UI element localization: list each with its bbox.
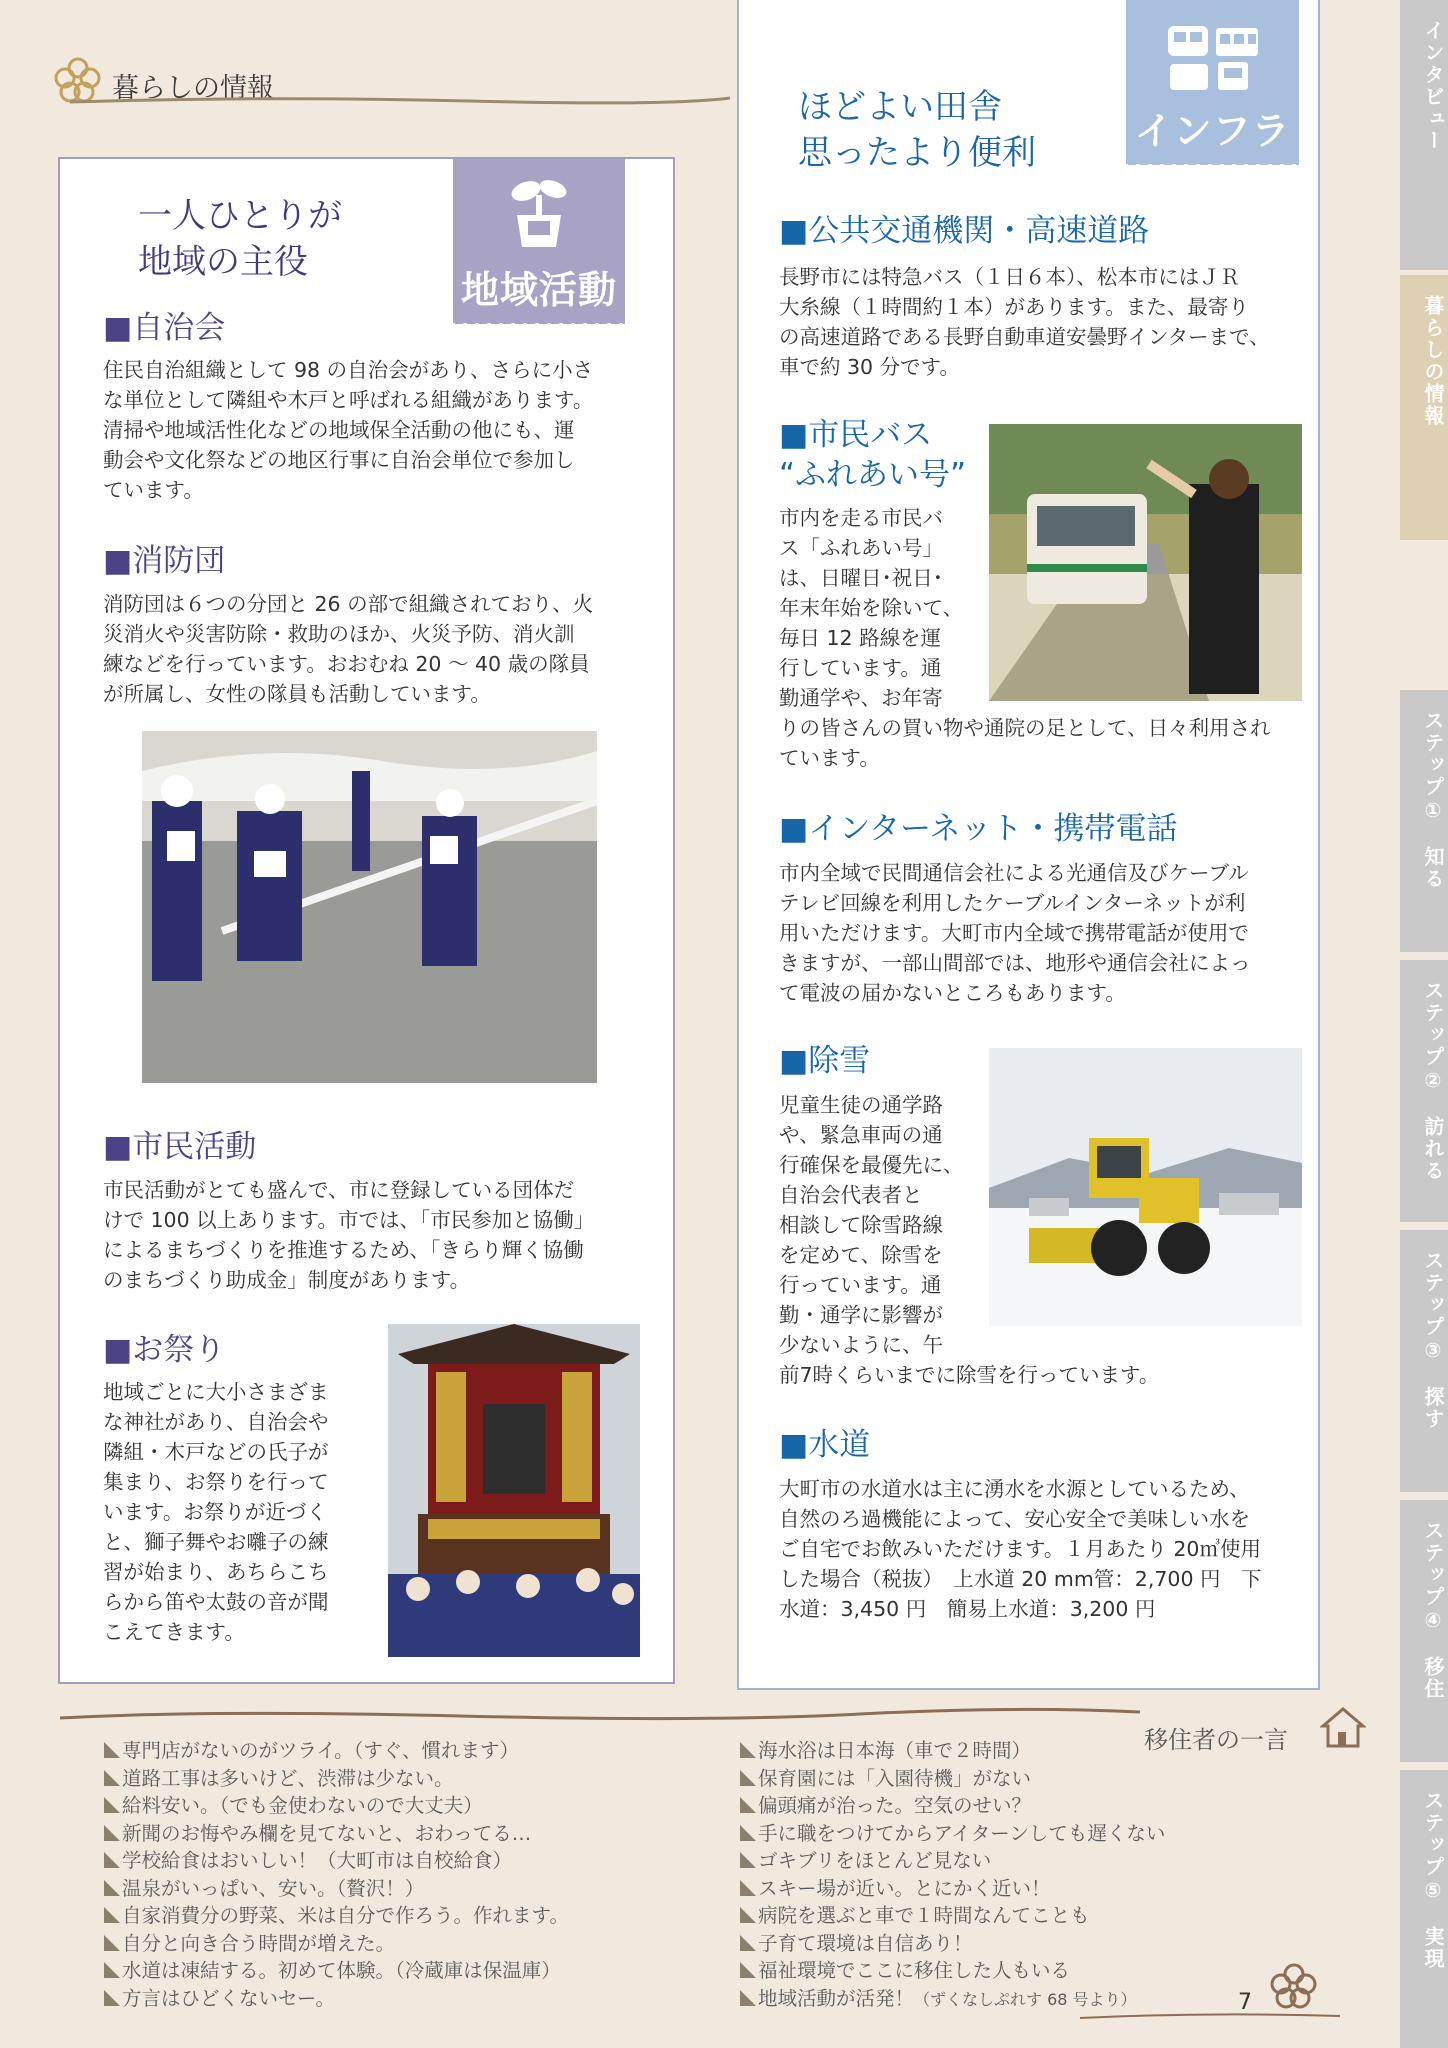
triangle-bullet-icon xyxy=(104,1962,120,1978)
snowplow-photo xyxy=(989,1048,1302,1326)
section-heading-festival: ■お祭り xyxy=(103,1332,226,1368)
lead-line: 地域の主役 xyxy=(138,242,308,282)
comment-item: 手に職をつけてからアイターンしても遅くない xyxy=(740,1820,1165,1848)
lead-line: 一人ひとりが xyxy=(138,196,342,236)
triangle-bullet-icon xyxy=(104,1990,120,2006)
fire-brigade-photo xyxy=(142,731,597,1083)
section-heading-citizen-bus xyxy=(779,415,966,495)
comment-item: 偏頭痛が治った。空気のせい？ xyxy=(740,1792,1165,1820)
lead-line: ほどよい田舎 xyxy=(798,87,1002,127)
comment-item: 方言はひどくないセー。 xyxy=(104,1985,569,2013)
comment-item: ゴキブリをほとんど見ない xyxy=(740,1847,1165,1875)
section-heading-civic: ■市民活動 xyxy=(103,1129,257,1165)
triangle-bullet-icon xyxy=(104,1825,120,1841)
triangle-bullet-icon xyxy=(740,1907,756,1923)
triangle-bullet-icon xyxy=(104,1907,120,1923)
comment-item: 福祉環境でここに移住した人もいる xyxy=(740,1957,1165,1985)
tab-label: ステップ④ 移住 xyxy=(1421,1520,1445,1700)
comment-item: 道路工事は多いけど、渋滞は少ない。 xyxy=(104,1765,569,1793)
triangle-bullet-icon xyxy=(740,1880,756,1896)
citizen-bus-photo xyxy=(989,424,1302,701)
train-bus-icon xyxy=(1160,14,1264,98)
triangle-bullet-icon xyxy=(740,1770,756,1786)
sprout-icon xyxy=(509,175,569,249)
triangle-bullet-icon xyxy=(740,1962,756,1978)
tag-zigzag xyxy=(1126,164,1299,174)
section-body-fire-brigade: 消防団は６つの分団と 26 の部で組織されており、火 災消火や災害防除・救助のほか、火災予防、消火訓 練などを行っています。おおむね 20 ～ 40 歳の隊員 が所属し、女性の隊員も活動しています。 xyxy=(103,592,594,706)
festival-float-photo xyxy=(388,1324,640,1657)
triangle-bullet-icon xyxy=(740,1825,756,1841)
triangle-bullet-icon xyxy=(740,1990,756,2006)
triangle-bullet-icon xyxy=(740,1935,756,1951)
tab-interview[interactable] xyxy=(1400,0,1448,270)
page-number: 7 xyxy=(1238,1990,1252,2015)
comment-item: 給料安い。（でも金使わないので大丈夫） xyxy=(104,1792,569,1820)
house-icon xyxy=(1320,1706,1366,1748)
triangle-bullet-icon xyxy=(104,1880,120,1896)
triangle-bullet-icon xyxy=(740,1797,756,1813)
tag-label: 地域活動 xyxy=(460,268,617,312)
tab-label: 暮らしの情報 xyxy=(1421,295,1445,427)
tab-step1[interactable] xyxy=(1400,690,1448,952)
tab-step2[interactable] xyxy=(1400,960,1448,1222)
tab-label: ステップ① 知る xyxy=(1421,710,1445,890)
header-underline xyxy=(70,92,730,112)
section-heading-water: ■水道 xyxy=(779,1427,871,1463)
tab-step3[interactable] xyxy=(1400,1230,1448,1492)
triangle-bullet-icon xyxy=(104,1742,120,1758)
comments-right-list xyxy=(740,1737,1165,2013)
section-heading-neighborhood: ■自治会 xyxy=(103,310,226,346)
triangle-bullet-icon xyxy=(104,1770,120,1786)
section-heading-fire-brigade: ■消防団 xyxy=(103,543,226,579)
comment-item: 自分と向き合う時間が増えた。 xyxy=(104,1930,569,1958)
section-body-snow-removal: 児童生徒の通学路 や、緊急車両の通 行確保を最優先に、 自治会代表者と 相談して除雪路線 を定めて、除雪を 行っています。通 勤・通学に影響が 少ないように、午 前7時くらいまでに除雪を行っています。 xyxy=(779,1093,1160,1387)
comment-item: 海水浴は日本海（車で２時間） xyxy=(740,1737,1165,1765)
left-lead xyxy=(138,193,342,285)
section-body-citizen-bus: 市内を走る市民バ ス「ふれあい号」 は、日曜日･祝日･ 年末年始を除いて、 毎日 12 路線を運 行しています。通 勤通学や、お年寄 りの皆さんの買い物や通院の足として、日々利用され ています。 xyxy=(779,506,1271,770)
triangle-bullet-icon xyxy=(104,1935,120,1951)
section-body-water: 大町市の水道水は主に湧水を水源としているため、 自然のろ過機能によって、安心安全で美味しい水を ご自宅でお飲みいただけます。１月あたり 20㎥使用 した場合（税抜） 上水道 20 mm管：2,700 円 下 水道：3,450 円 簡易上水道：3,200 円 xyxy=(779,1477,1262,1621)
heading-line: “ふれあい号” xyxy=(779,457,967,493)
tag-zigzag xyxy=(453,323,625,333)
comment-item: 水道は凍結する。初めて体験。（冷蔵庫は保温庫） xyxy=(104,1957,569,1985)
flower-icon xyxy=(1268,1960,1320,2012)
comment-item: 温泉がいっぱい、安い。（贅沢！） xyxy=(104,1875,569,1903)
tab-step4[interactable] xyxy=(1400,1500,1448,1762)
tab-living-info[interactable] xyxy=(1400,275,1448,540)
section-heading-transport: ■公共交通機関・高速道路 xyxy=(779,213,1150,249)
comment-item: 保育園には「入園待機」がない xyxy=(740,1765,1165,1793)
bottom-divider xyxy=(60,1704,1140,1728)
tag-label: インフラ xyxy=(1134,109,1291,153)
section-body-civic: 市民活動がとても盛んで、市に登録している団体だ けで 100 以上あります。市では、「市民参加と協働」 によるまちづくりを推進するため、「きらり輝く協働 のまちづくり助成金」制度があります。 xyxy=(103,1178,595,1292)
section-body-internet: 市内全域で民間通信会社による光通信及びケーブル テレビ回線を利用したケーブルインターネットが利 用いただけます。大町市内全域で携帯電話が使用で きますが、一部山間部では、地形や通信会社によっ て電波の届かないところもあります。 xyxy=(779,861,1251,1005)
source-note: （ずくなしぷれす 68 号より） xyxy=(914,1989,1137,2009)
page-section-title: 暮らしの情報 xyxy=(112,73,274,104)
community-activity-tag xyxy=(453,159,625,324)
comment-item: 自家消費分の野菜、米は自分で作ろう。作れます。 xyxy=(104,1902,569,1930)
tab-step5[interactable] xyxy=(1400,1770,1448,2048)
lead-line: 思ったより便利 xyxy=(798,133,1036,173)
right-lead xyxy=(798,84,1036,176)
section-body-neighborhood: 住民自治組織として 98 の自治会があり、さらに小さ な単位として隣組や木戸と呼ばれる組織があります。 清掃や地域活性化などの地域保全活動の他にも、運 動会や文化祭などの地区行事に自治会単位で参加し ています。 xyxy=(103,358,594,502)
community-activity-panel xyxy=(58,157,675,1684)
comment-item: スキー場が近い。とにかく近い！ xyxy=(740,1875,1165,1903)
comment-item: 子育て環境は自信あり！ xyxy=(740,1930,1165,1958)
header xyxy=(0,0,740,120)
tab-label: インタビュー xyxy=(1421,20,1445,152)
comment-item: 地域活動が活発！（ずくなしぷれす 68 号より） xyxy=(740,1985,1165,2014)
infrastructure-tag xyxy=(1126,0,1299,165)
comment-item: 学校給食はおいしい！（大町市は自校給食） xyxy=(104,1847,569,1875)
tab-label: ステップ⑤ 実現 xyxy=(1421,1790,1445,1970)
heading-line: ■市民バス xyxy=(779,417,933,453)
triangle-bullet-icon xyxy=(740,1742,756,1758)
comment-item: 専門店がないのがツライ。（すぐ、慣れます） xyxy=(104,1737,569,1765)
triangle-bullet-icon xyxy=(104,1852,120,1868)
comment-item: 病院を選ぶと車で１時間なんてことも xyxy=(740,1902,1165,1930)
comments-title: 移住者の一言 xyxy=(1144,1726,1288,1754)
tab-label: ステップ② 訪れる xyxy=(1421,980,1445,1182)
section-body-transport: 長野市には特急バス（１日６本）、松本市にはＪＲ 大糸線（１時間約１本）があります。また、最寄り の高速道路である長野自動車道安曇野インターまで、 車で約 30 分です。 xyxy=(779,265,1270,379)
section-heading-snow-removal: ■除雪 xyxy=(779,1043,871,1079)
section-body-festival: 地域ごとに大小さまざま な神社があり、自治会や 隣組・木戸などの氏子が 集まり、お祭りを行って います。お祭りが近づく と、獅子舞やお囃子の練 習が始まり、あちらこち らから笛や太鼓の音が聞 こえてきます。 xyxy=(103,1380,329,1644)
triangle-bullet-icon xyxy=(104,1797,120,1813)
section-heading-internet: ■インターネット・携帯電話 xyxy=(779,811,1178,847)
triangle-bullet-icon xyxy=(740,1852,756,1868)
tab-label: ステップ③ 探す xyxy=(1421,1250,1445,1430)
comments-left-list xyxy=(104,1737,569,2012)
comment-item: 新聞のお悔やみ欄を見てないと、おわってる… xyxy=(104,1820,569,1848)
infrastructure-panel xyxy=(737,0,1320,1690)
footer-underline xyxy=(1080,2010,1340,2024)
